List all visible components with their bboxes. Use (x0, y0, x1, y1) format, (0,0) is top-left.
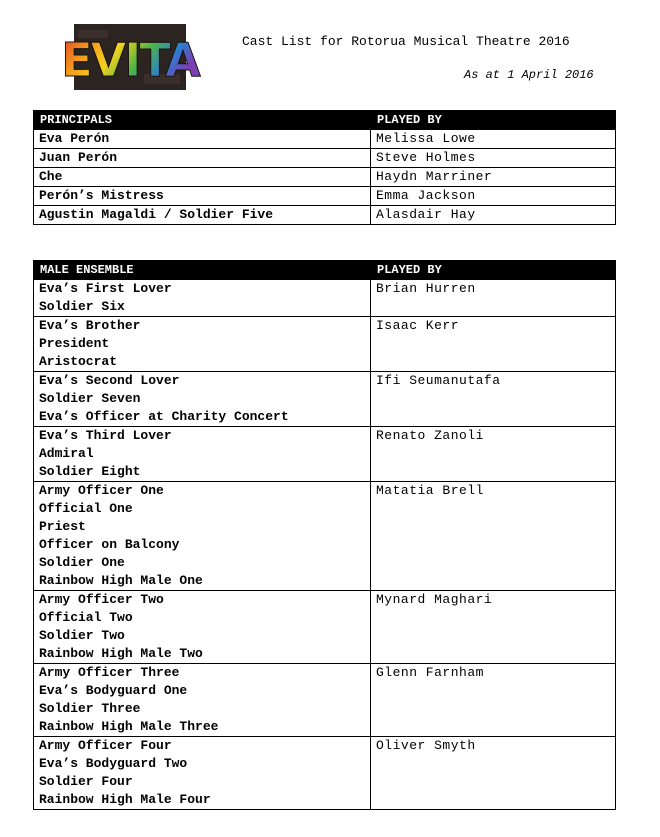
evita-logo (61, 24, 199, 90)
role-name: Juan Perón (39, 150, 118, 165)
male-ensemble-table (33, 260, 616, 810)
actor-name: Renato Zanoli (371, 427, 616, 482)
role-name: Eva’s Bodyguard One (39, 683, 188, 698)
actor-name: Alasdair Hay (371, 206, 616, 225)
actor-name: Haydn Marriner (371, 168, 616, 187)
played-by-column-header: PLAYED BY (371, 111, 616, 130)
document-title: Cast List for Rotorua Musical Theatre 2016 (242, 34, 570, 49)
role-name: Soldier Eight (39, 464, 141, 479)
role-name: Army Officer Two (39, 592, 164, 607)
principals-table (33, 110, 616, 225)
table-row (34, 130, 616, 149)
role-name: Rainbow High Male Three (39, 719, 219, 734)
role-cell (34, 187, 371, 206)
role-name: Soldier One (39, 555, 125, 570)
role-name: Soldier Six (39, 299, 125, 314)
evita-logo-graphic (61, 24, 199, 90)
actor-name: Ifi Seumanutafa (371, 372, 616, 427)
role-name: Rainbow High Male Two (39, 646, 203, 661)
played-by-column-header: PLAYED BY (371, 261, 616, 280)
principals-body (34, 130, 616, 225)
role-name: Admiral (39, 446, 94, 461)
role-name: Eva’s Officer at Charity Concert (39, 409, 289, 424)
actor-name: Mynard Maghari (371, 591, 616, 664)
actor-name: Glenn Farnham (371, 664, 616, 737)
role-name: Official Two (39, 610, 133, 625)
role-name: Army Officer Four (39, 738, 172, 753)
role-name: Priest (39, 519, 86, 534)
role-name: Eva Perón (39, 131, 110, 146)
actor-name: Matatia Brell (371, 482, 616, 591)
principals-header-row (34, 111, 616, 130)
role-name: Army Officer Three (39, 665, 180, 680)
role-cell (34, 482, 371, 591)
role-name: Aristocrat (39, 354, 118, 369)
actor-name: Isaac Kerr (371, 317, 616, 372)
table-row (34, 206, 616, 225)
table-row (34, 427, 616, 482)
role-name: Official One (39, 501, 133, 516)
role-name: Eva’s Third Lover (39, 428, 172, 443)
role-cell (34, 149, 371, 168)
male-ensemble-column-header: MALE ENSEMBLE (34, 261, 371, 280)
role-name: Soldier Four (39, 774, 133, 789)
logo-text: EVITA (61, 33, 199, 87)
table-row (34, 482, 616, 591)
ensemble-header-row (34, 261, 616, 280)
role-cell (34, 317, 371, 372)
table-row (34, 591, 616, 664)
role-cell (34, 664, 371, 737)
table-row (34, 317, 616, 372)
table-row (34, 280, 616, 317)
table-row (34, 168, 616, 187)
actor-name: Brian Hurren (371, 280, 616, 317)
role-name: Eva’s Brother (39, 318, 141, 333)
table-row (34, 372, 616, 427)
actor-name: Steve Holmes (371, 149, 616, 168)
role-cell (34, 130, 371, 149)
role-name: Eva’s Bodyguard Two (39, 756, 188, 771)
role-name: Eva’s Second Lover (39, 373, 180, 388)
actor-name: Emma Jackson (371, 187, 616, 206)
role-cell (34, 206, 371, 225)
role-name: President (39, 336, 110, 351)
role-cell (34, 372, 371, 427)
role-cell (34, 280, 371, 317)
role-name: Soldier Two (39, 628, 125, 643)
role-cell (34, 737, 371, 810)
table-row (34, 187, 616, 206)
role-name: Rainbow High Male One (39, 573, 203, 588)
table-row (34, 149, 616, 168)
role-name: Army Officer One (39, 483, 164, 498)
role-name: Agustin Magaldi / Soldier Five (39, 207, 274, 222)
actor-name: Melissa Lowe (371, 130, 616, 149)
role-cell (34, 168, 371, 187)
actor-name: Oliver Smyth (371, 737, 616, 810)
role-name: Soldier Three (39, 701, 141, 716)
role-name: Eva’s First Lover (39, 281, 172, 296)
table-row (34, 737, 616, 810)
role-cell (34, 591, 371, 664)
role-name: Rainbow High Male Four (39, 792, 211, 807)
role-cell (34, 427, 371, 482)
role-name: Che (39, 169, 63, 184)
role-name: Perón’s Mistress (39, 188, 164, 203)
role-name: Soldier Seven (39, 391, 141, 406)
role-name: Officer on Balcony (39, 537, 180, 552)
table-row (34, 664, 616, 737)
principals-column-header: PRINCIPALS (34, 111, 371, 130)
as-at-date: As at 1 April 2016 (464, 68, 594, 82)
male-ensemble-body (34, 280, 616, 810)
